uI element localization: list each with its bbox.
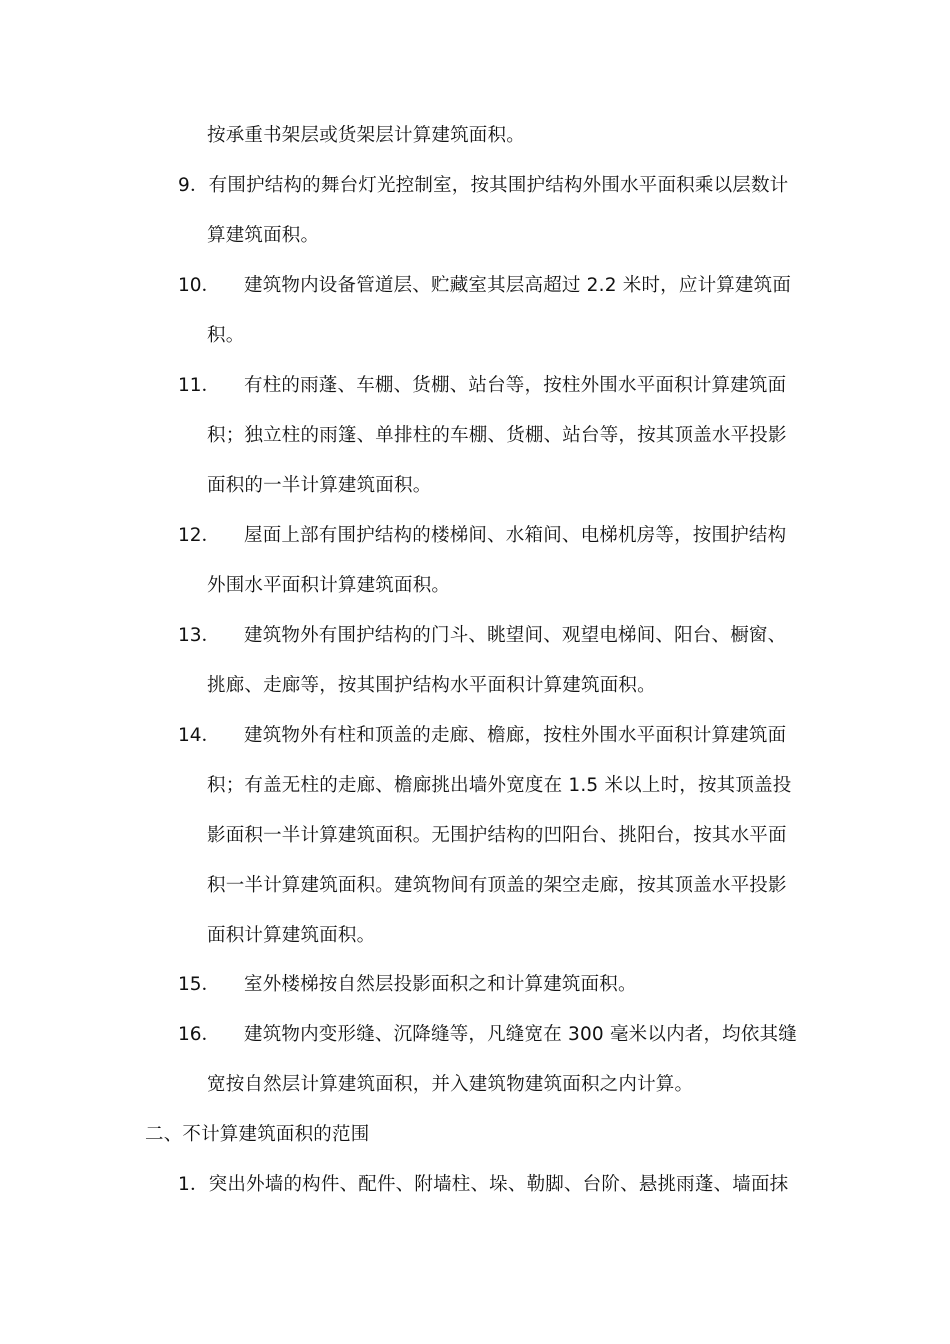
list-item-13-line-1: 建筑物外有围护结构的门斗、眺望间、观望电梯间、阳台、橱窗、 bbox=[244, 625, 787, 646]
list-number-11: 11． bbox=[178, 375, 221, 396]
list-item-14-line-1: 建筑物外有柱和顶盖的走廊、檐廊，按柱外围水平面积计算建筑面 bbox=[244, 725, 787, 746]
text-line: 按承重书架层或货架层计算建筑面积。 bbox=[207, 125, 525, 146]
list-number-15: 15． bbox=[178, 974, 221, 995]
list-item-11-line-1: 有柱的雨蓬、车棚、货棚、站台等，按柱外围水平面积计算建筑面 bbox=[244, 375, 787, 396]
list-number-16: 16． bbox=[178, 1024, 221, 1045]
section-heading: 二、不计算建筑面积的范围 bbox=[145, 1124, 370, 1145]
text-line: 积；独立柱的雨篷、单排柱的车棚、货棚、站台等，按其顶盖水平投影 bbox=[207, 425, 787, 446]
text-line: 挑廊、走廊等，按其围护结构水平面积计算建筑面积。 bbox=[207, 675, 656, 696]
list-item-1-line-1: 1．突出外墙的构件、配件、附墙柱、垛、勒脚、台阶、悬挑雨蓬、墙面抹 bbox=[178, 1174, 789, 1195]
text-line: 宽按自然层计算建筑面积，并入建筑物建筑面积之内计算。 bbox=[207, 1074, 694, 1095]
text-line: 积一半计算建筑面积。建筑物间有顶盖的架空走廊，按其顶盖水平投影 bbox=[207, 875, 787, 896]
text-line: 积；有盖无柱的走廊、檐廊挑出墙外宽度在 1.5 米以上时，按其顶盖投 bbox=[207, 775, 792, 796]
text-line: 积。 bbox=[207, 325, 245, 346]
text-line: 影面积一半计算建筑面积。无围护结构的凹阳台、挑阳台，按其水平面 bbox=[207, 825, 787, 846]
list-item-12-line-1: 屋面上部有围护结构的楼梯间、水箱间、电梯机房等，按围护结构 bbox=[244, 525, 787, 546]
list-number-14: 14． bbox=[178, 725, 221, 746]
text-line: 面积计算建筑面积。 bbox=[207, 925, 376, 946]
list-item-16-line-1: 建筑物内变形缝、沉降缝等，凡缝宽在 300 毫米以内者，均依其缝 bbox=[244, 1024, 797, 1045]
list-item-15-line-1: 室外楼梯按自然层投影面积之和计算建筑面积。 bbox=[244, 974, 637, 995]
text-line: 面积的一半计算建筑面积。 bbox=[207, 475, 432, 496]
list-number-10: 10． bbox=[178, 275, 221, 296]
text-line: 外围水平面积计算建筑面积。 bbox=[207, 575, 451, 596]
list-number-13: 13． bbox=[178, 625, 221, 646]
list-number-12: 12． bbox=[178, 525, 221, 546]
list-item-9-line-1: 9．有围护结构的舞台灯光控制室，按其围护结构外围水平面积乘以层数计 bbox=[178, 175, 789, 196]
text-line: 算建筑面积。 bbox=[207, 225, 320, 246]
list-item-10-line-1: 建筑物内设备管道层、贮藏室其层高超过 2.2 米时，应计算建筑面 bbox=[244, 275, 792, 296]
